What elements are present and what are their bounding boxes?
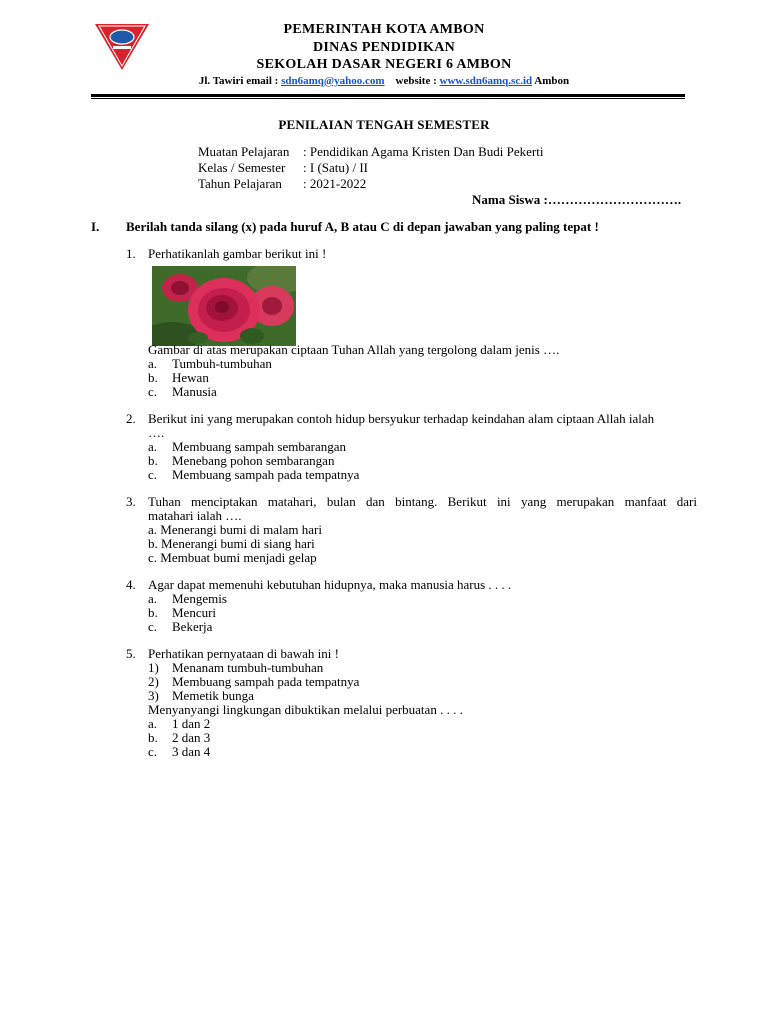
option-text[interactable]: c. Membuat bumi menjadi gelap xyxy=(148,550,317,565)
option-letter: b. xyxy=(148,730,158,745)
question-number: 4. xyxy=(126,577,136,592)
option-letter: a. xyxy=(148,439,158,454)
address-label: Jl. Tawiri email : xyxy=(198,75,282,87)
rose-flower-image xyxy=(152,266,296,346)
option-letter: c. xyxy=(148,384,158,399)
header-government: PEMERINTAH KOTA AMBON xyxy=(283,22,485,37)
exam-title: PENILAIAN TENGAH SEMESTER xyxy=(278,117,490,132)
question-text: Tuhan menciptakan matahari, bulan dan bintang. Berikut ini yang merupakan manfaat dari xyxy=(148,494,697,509)
header-divider-thick xyxy=(91,94,685,97)
section-number: I. xyxy=(91,219,100,234)
website-link[interactable]: www.sdn6amq.sc.id xyxy=(439,75,533,87)
header-contact xyxy=(0,75,768,87)
option-letter: c. xyxy=(148,744,158,759)
question-number: 5. xyxy=(126,646,136,661)
option-text[interactable]: Hewan xyxy=(172,370,209,385)
meta-value: : Pendidikan Agama Kristen Dan Budi Pekerti xyxy=(303,144,544,159)
meta-label: Tahun Pelajaran xyxy=(198,176,282,191)
statement-number: 3) xyxy=(148,688,159,703)
option-text[interactable]: b. Menerangi bumi di siang hari xyxy=(148,536,315,551)
option-text[interactable]: Membuang sampah sembarangan xyxy=(172,439,347,454)
statement-text: Membuang sampah pada tempatnya xyxy=(172,674,360,689)
meta-row-year xyxy=(0,176,768,192)
statement-number: 1) xyxy=(148,660,159,675)
statement-number: 2) xyxy=(148,674,159,689)
question-text: Perhatikanlah gambar berikut ini ! xyxy=(148,246,327,261)
option-text[interactable]: 3 dan 4 xyxy=(172,744,211,759)
header-school-name: SEKOLAH DASAR NEGERI 6 AMBON xyxy=(256,57,512,72)
question-text-continued: …. xyxy=(148,425,165,440)
statement-text: Memetik bunga xyxy=(172,688,254,703)
meta-row-subject xyxy=(0,144,768,160)
question-text: Perhatikan pernyataan di bawah ini ! xyxy=(148,646,339,661)
option-text[interactable]: Mengemis xyxy=(172,591,227,606)
email-link[interactable]: sdn6amq@yahoo.com xyxy=(281,75,385,87)
option-letter: b. xyxy=(148,453,158,468)
question-followup: Gambar di atas merupakan ciptaan Tuhan Allah yang tergolong dalam jenis …. xyxy=(148,342,560,357)
student-name-field[interactable]: Nama Siswa :…………………………. xyxy=(472,192,682,207)
option-text[interactable]: Tumbuh-tumbuhan xyxy=(172,356,272,371)
question-number: 1. xyxy=(126,246,136,261)
question-number: 3. xyxy=(126,494,136,509)
option-text[interactable]: a. Menerangi bumi di malam hari xyxy=(148,522,323,537)
option-text[interactable]: Menebang pohon sembarangan xyxy=(172,453,335,468)
option-letter: c. xyxy=(148,619,158,634)
option-text[interactable]: 1 dan 2 xyxy=(172,716,211,731)
website-label: website : xyxy=(395,75,440,87)
meta-label: Kelas / Semester xyxy=(198,160,286,175)
option-text[interactable]: Membuang sampah pada tempatnya xyxy=(172,467,360,482)
option-text[interactable]: Mencuri xyxy=(172,605,217,620)
section-instruction: Berilah tanda silang (x) pada huruf A, B atau C di depan jawaban yang paling tepat ! xyxy=(126,219,599,234)
option-text[interactable]: Manusia xyxy=(172,384,217,399)
question-number: 2. xyxy=(126,411,136,426)
header-department: DINAS PENDIDIKAN xyxy=(312,40,456,55)
option-letter: a. xyxy=(148,356,158,371)
question-prompt: Menyanyangi lingkungan dibuktikan melalui perbuatan . . . . xyxy=(148,702,463,717)
meta-value: : I (Satu) / II xyxy=(303,160,368,175)
option-letter: b. xyxy=(148,370,158,385)
question-text: Agar dapat memenuhi kebutuhan hidupnya, maka manusia harus . . . . xyxy=(148,577,512,592)
option-letter: b. xyxy=(148,605,158,620)
header-divider-thin xyxy=(91,98,685,99)
question-text-continued: matahari ialah …. xyxy=(148,508,242,523)
meta-row-class xyxy=(0,160,768,176)
option-letter: a. xyxy=(148,716,158,731)
statement-text: Menanam tumbuh-tumbuhan xyxy=(172,660,324,675)
meta-value: : 2021-2022 xyxy=(303,176,367,191)
option-letter: c. xyxy=(148,467,158,482)
meta-label: Muatan Pelajaran xyxy=(198,144,290,159)
option-letter: a. xyxy=(148,591,158,606)
option-text[interactable]: 2 dan 3 xyxy=(172,730,211,745)
option-text[interactable]: Bekerja xyxy=(172,619,213,634)
city-label: Ambon xyxy=(534,75,570,87)
question-text: Berikut ini yang merupakan contoh hidup bersyukur terhadap keindahan alam ciptaan Allah ialah xyxy=(148,411,655,426)
